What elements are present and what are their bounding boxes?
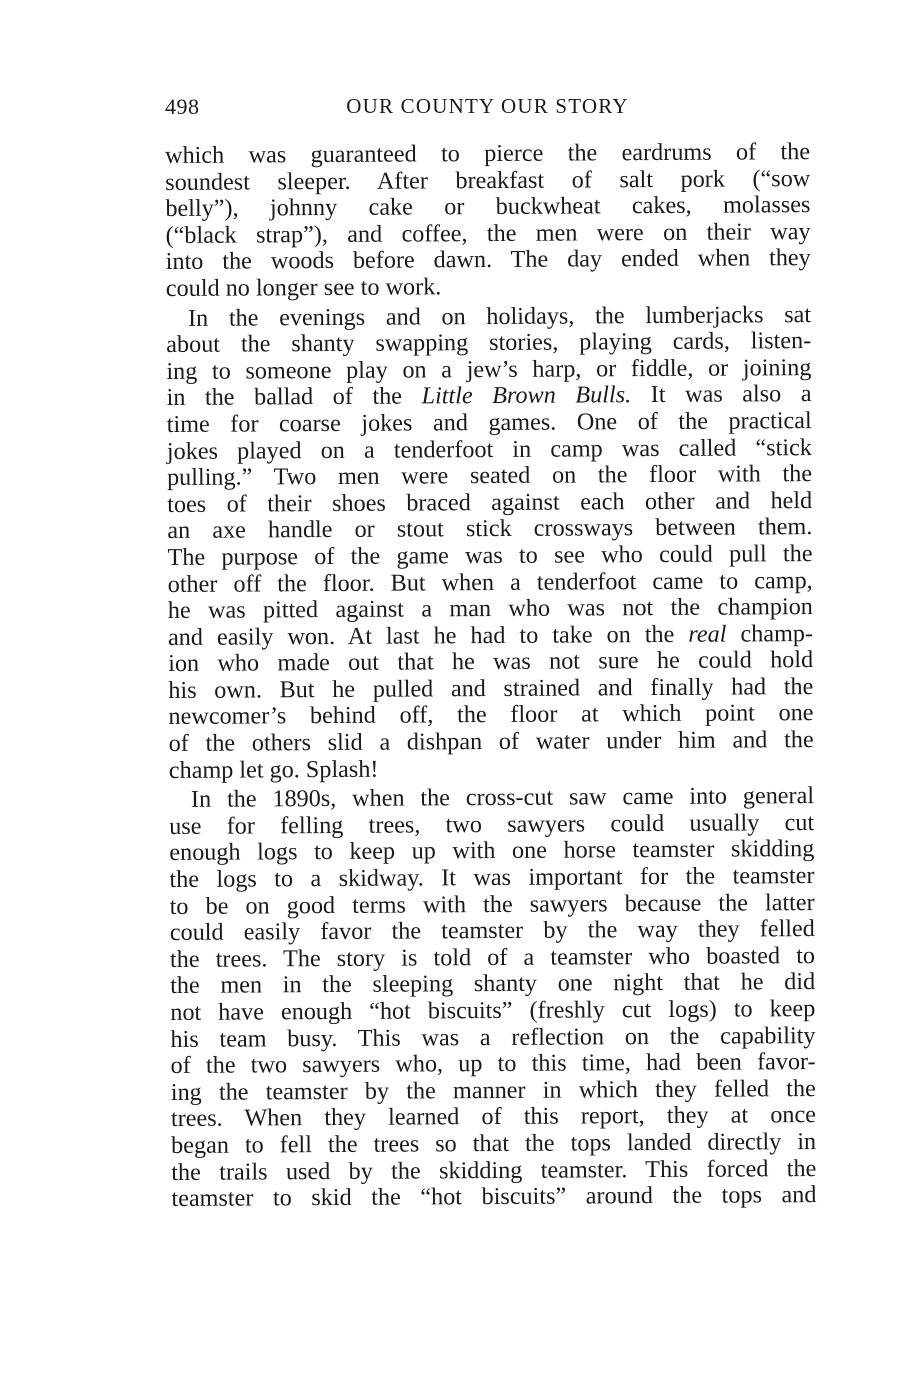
text-line: jokes played on a tenderfoot in camp was called “stick — [166, 433, 812, 465]
text-line: of the others slid a dishpan of water under him and the — [168, 726, 814, 758]
text-line: The purpose of the game was to see who could pull the — [167, 539, 813, 571]
text-line: he was pitted against a man who was not the champion — [167, 593, 813, 625]
running-head — [165, 94, 810, 124]
text-line: use for felling trees, two sawyers could usually cut — [169, 808, 815, 840]
text-line: the men in the sleeping shanty one night that he did — [170, 968, 816, 1000]
paragraph-1 — [165, 139, 811, 302]
text-line: trees. When they learned of this report, they at once — [170, 1101, 817, 1133]
text-line: began to fell the trees so that the tops landed directly in — [171, 1128, 817, 1159]
text-line: the logs to a skidway. It was important for the teamster — [169, 862, 815, 894]
text-line: into the woods before dawn. The day ended when they — [165, 244, 811, 276]
ballad-title: Little Brown Bulls. — [421, 381, 632, 410]
body-text — [165, 139, 817, 1213]
text-line: (“black strap”), and coffee, the men were on their way — [165, 217, 811, 249]
paragraph-3 — [169, 783, 817, 1212]
text-segment: and easily won. At last he had to take on the — [167, 620, 689, 651]
text-line: time for coarse jokes and games. One of the practical — [166, 406, 812, 438]
text-segment: champ- — [726, 619, 814, 648]
text-line: In the evenings and on holidays, the lumberjacks sat — [187, 300, 812, 332]
text-segment: in the ballad of the — [166, 382, 422, 412]
text-line: enough logs to keep up with one horse teamster skidding — [169, 835, 815, 867]
text-line: about the shanty swapping stories, playing cards, listen- — [166, 327, 812, 359]
text-line: the trails used by the skidding teamster. This forced the — [171, 1154, 817, 1186]
text-line: pulling.” Two men were seated on the floor with the — [166, 460, 813, 492]
text-line: the trees. The story is told of a teamster who boasted to — [169, 941, 816, 973]
text-line: his team busy. This was a reflection on the capability — [170, 1021, 816, 1053]
text-segment: It was also a — [631, 380, 812, 409]
text-line: which was guaranteed to pierce the eardrums of the — [164, 138, 811, 169]
page-number: 498 — [165, 94, 200, 119]
text-line: newcomer’s behind off, the floor at which point one — [168, 699, 814, 731]
text-line: his own. But he pulled and strained and finally had the — [168, 672, 814, 704]
text-line: teamster to skid the “hot biscuits” around the tops and — [171, 1181, 817, 1213]
emphasis-word: real — [688, 620, 727, 648]
text-line: soundest sleeper. After breakfast of salt pork (“sow — [165, 164, 811, 196]
text-line: could no longer see to work. — [165, 273, 442, 302]
text-line: ing the teamster by the manner in which they felled the — [170, 1074, 816, 1106]
text-line: an axe handle or stout stick crossways between them. — [167, 513, 813, 545]
text-line: ing to someone play on a jew’s harp, or fiddle, or joining — [166, 353, 812, 385]
text-line: to be on good terms with the sawyers because the latter — [169, 888, 815, 920]
text-line: champ let go. Splash! — [168, 755, 379, 784]
text-line: not have enough “hot biscuits” (freshly cut logs) to keep — [170, 995, 816, 1026]
text-line: belly”), johnny cake or buckwheat cakes, molasses — [165, 191, 811, 223]
book-title: OUR COUNTY OUR STORY — [346, 94, 629, 118]
text-line: In the 1890s, when the cross-cut saw came into general — [190, 782, 815, 814]
text-line: of the two sawyers who, up to this time, had been favor- — [170, 1048, 816, 1080]
text-line: other off the floor. But when a tenderfoot came to camp, — [167, 566, 813, 598]
text-line: ion who made out that he was not sure he could hold — [168, 646, 814, 678]
paragraph-2 — [166, 302, 814, 785]
text-line: could easily favor the teamster by the way they felled — [169, 915, 815, 947]
text-line: toes of their shoes braced against each other and held — [167, 486, 813, 518]
